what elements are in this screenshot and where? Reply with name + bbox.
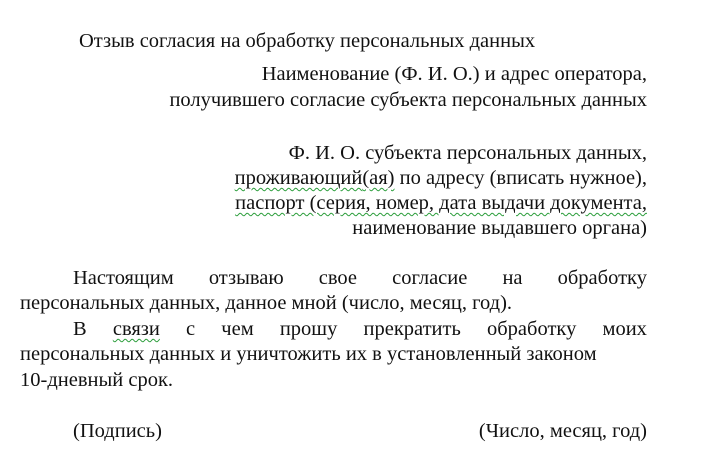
paragraph-word: обработку bbox=[557, 267, 647, 289]
paragraph-word: В bbox=[73, 318, 87, 340]
paragraph-1-line-2: персональных данных, данное мной (число, месяц, год). bbox=[20, 292, 513, 314]
subject-line-2-word: проживающий bbox=[234, 167, 363, 189]
paragraph-word: связи bbox=[112, 318, 160, 340]
paragraph-1-line-1 bbox=[73, 266, 647, 291]
paragraph-word: прекратить bbox=[363, 318, 461, 340]
paragraph-word: Настоящим bbox=[73, 267, 174, 289]
paragraph-2-line-1 bbox=[73, 317, 647, 342]
paragraph-word: обработку bbox=[487, 318, 577, 340]
subject-line-2 bbox=[235, 166, 647, 191]
paragraph-word: моих bbox=[602, 318, 647, 340]
subject-line-1: Ф. И. О. субъекта персональных данных, bbox=[288, 142, 647, 164]
date-label: (Число, месяц, год) bbox=[478, 420, 647, 442]
paragraph-word: согласие bbox=[392, 267, 468, 289]
paragraph-word: чем bbox=[221, 318, 254, 340]
paragraph-2-line-3: 10-дневный срок. bbox=[20, 369, 174, 391]
paragraph-word: на bbox=[502, 267, 523, 289]
document-title: Отзыв согласия на обработку персональных данных bbox=[79, 30, 536, 52]
operator-line-2: получившего согласие субъекта персональных данных bbox=[169, 89, 647, 111]
paragraph-word: прошу bbox=[279, 318, 338, 340]
paragraph-word: свое bbox=[318, 267, 358, 289]
paragraph-word: с bbox=[186, 318, 196, 340]
subject-line-2-rest: по адресу (вписать нужное), bbox=[394, 167, 647, 189]
paragraph-2-line-2: персональных данных и уничтожить их в установленный законом bbox=[20, 343, 597, 365]
subject-line-4: наименование выдавшего органа) bbox=[352, 217, 647, 239]
subject-line-3: паспорт (серия, номер, дата выдачи документа, bbox=[235, 192, 647, 214]
subject-line-2-suffix: (ая) bbox=[362, 167, 395, 189]
operator-line-1: Наименование (Ф. И. О.) и адрес оператора, bbox=[261, 63, 647, 85]
paragraph-word: отзываю bbox=[208, 267, 284, 289]
signature-label: (Подпись) bbox=[73, 420, 162, 442]
